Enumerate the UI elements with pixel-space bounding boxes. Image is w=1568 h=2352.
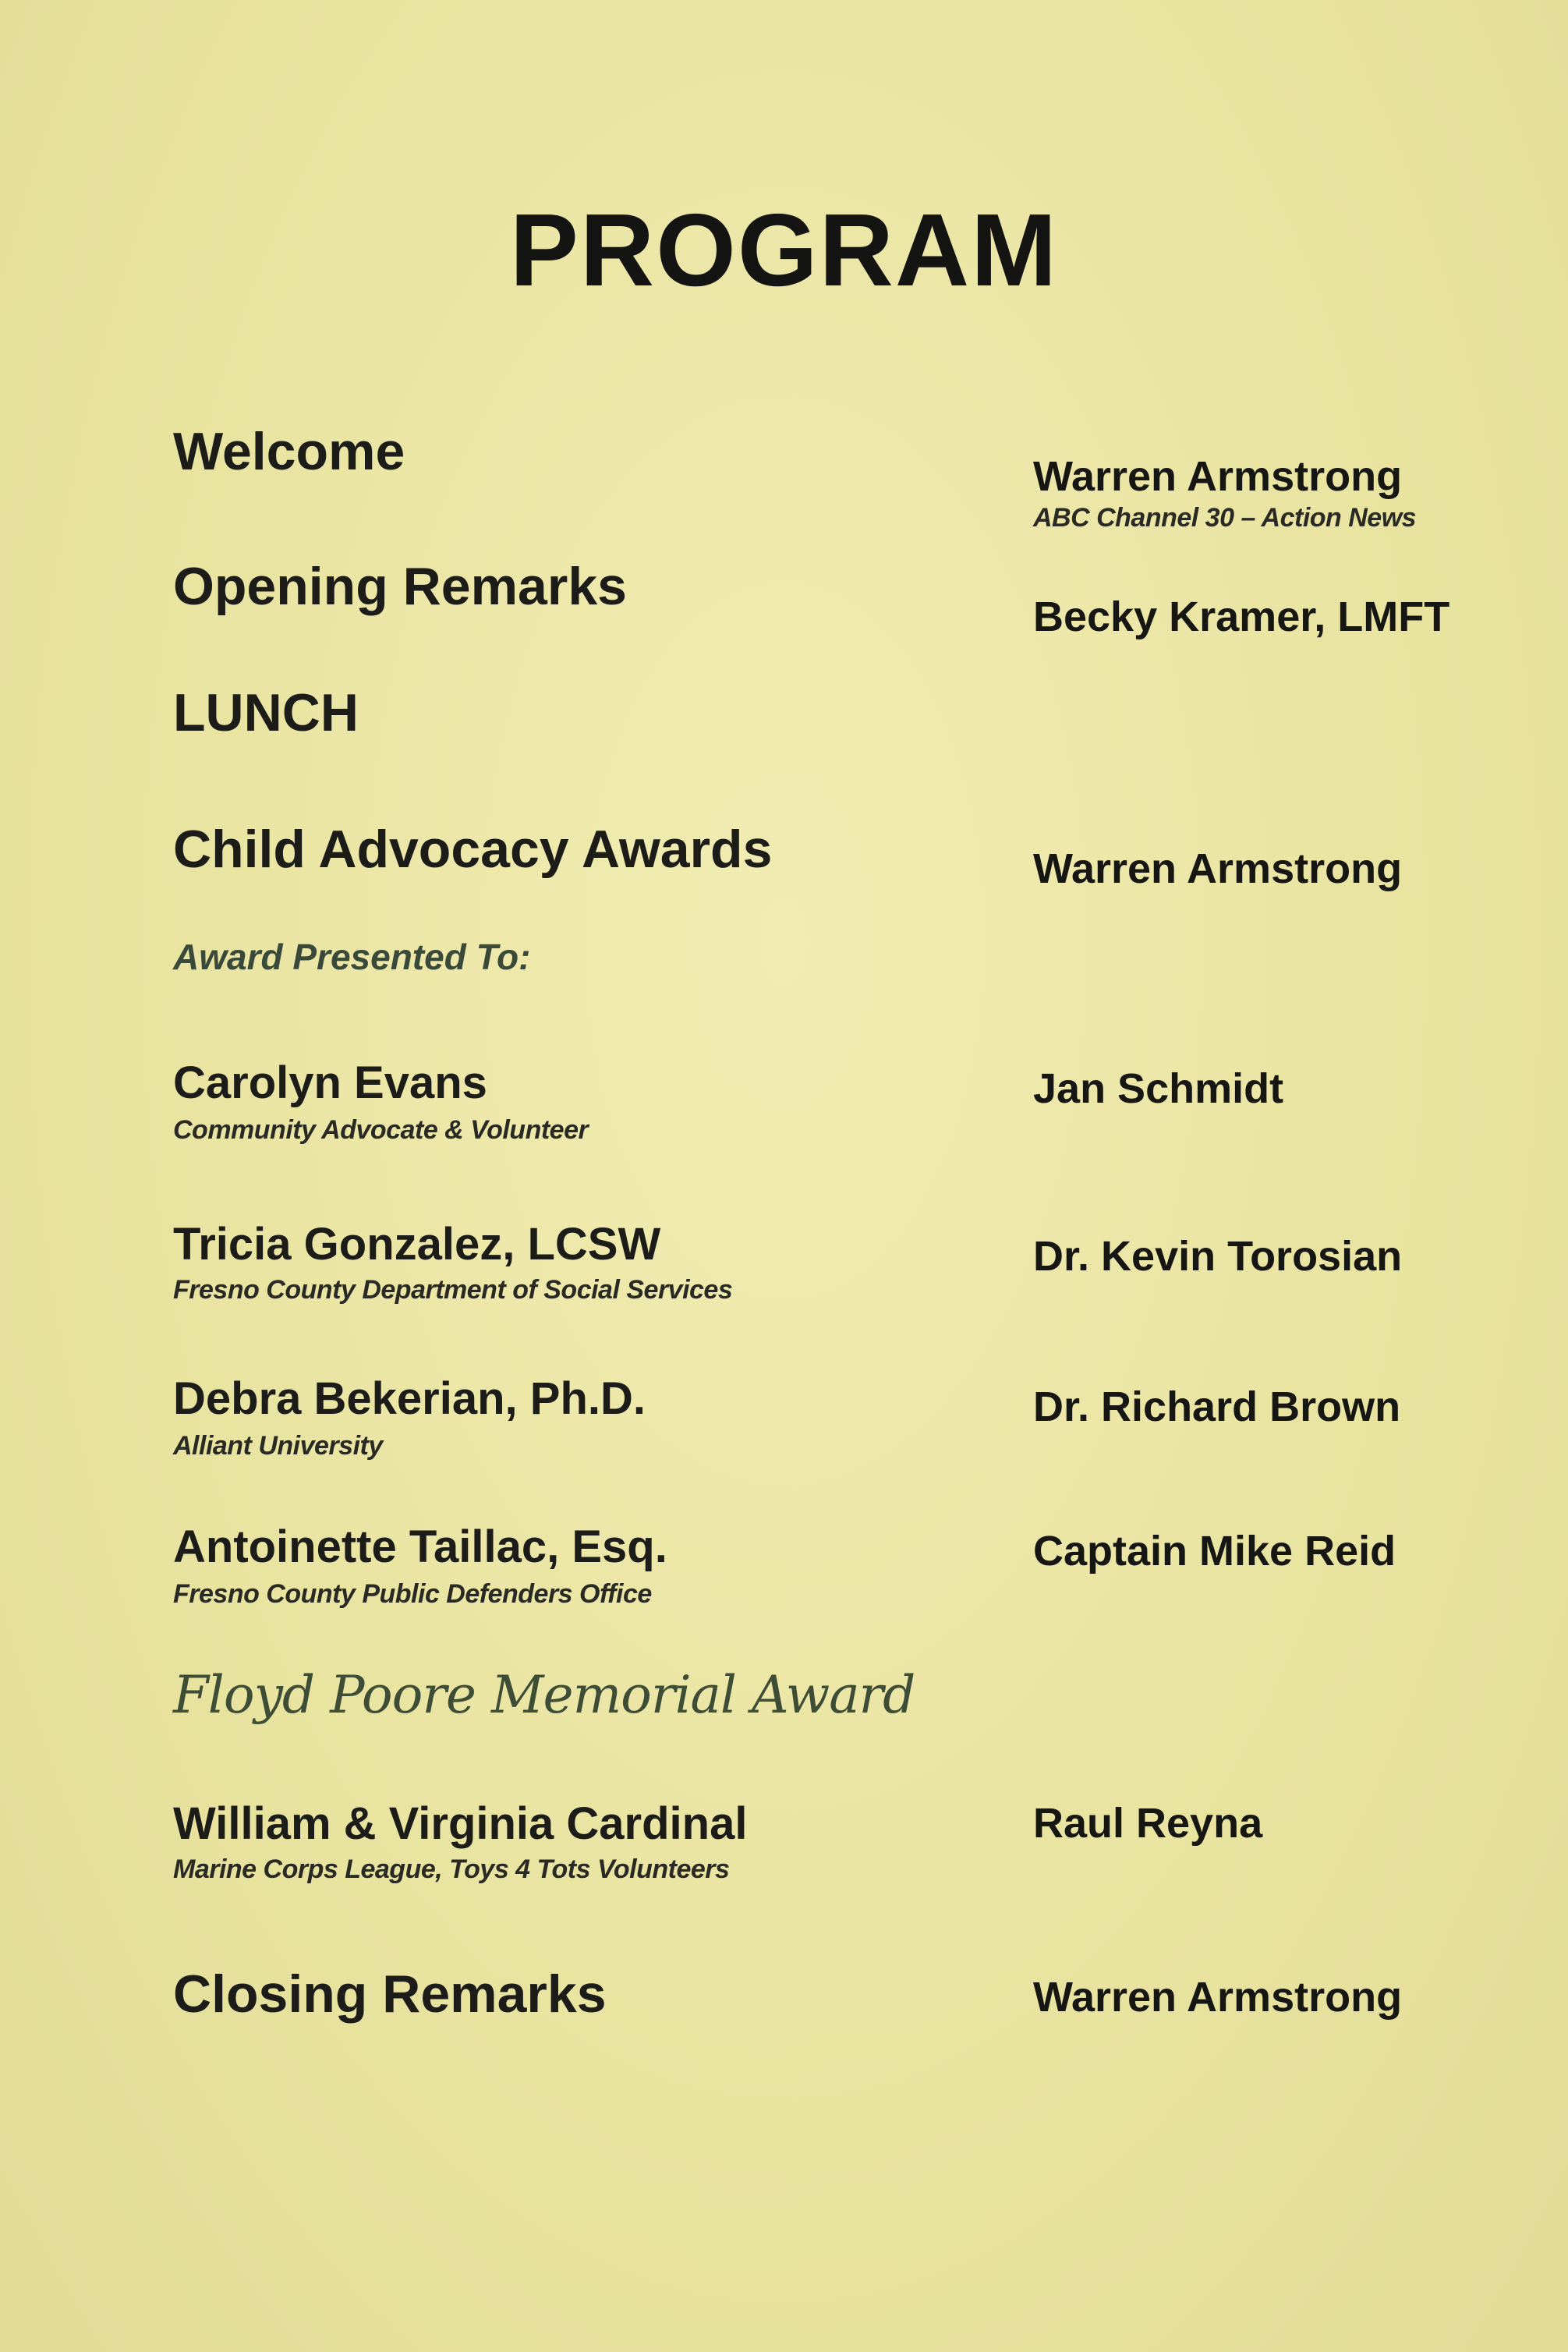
- recipient-name: Tricia Gonzalez, LCSW: [173, 1219, 661, 1270]
- memorial-award-heading: Floyd Poore Memorial Award: [173, 1665, 915, 1725]
- item-welcome-presenter: Warren Armstrong: [1033, 453, 1403, 500]
- memorial-recipient-name: William & Virginia Cardinal: [173, 1798, 748, 1849]
- recipient-affiliation: Fresno County Department of Social Services: [173, 1275, 733, 1305]
- award-presented-to-heading: Award Presented To:: [173, 937, 531, 977]
- item-closing-label: Closing Remarks: [173, 1964, 607, 2024]
- item-closing-presenter: Warren Armstrong: [1033, 1974, 1403, 2021]
- recipient-name: Antoinette Taillac, Esq.: [173, 1521, 667, 1572]
- item-welcome-presenter-affiliation: ABC Channel 30 – Action News: [1033, 503, 1417, 533]
- recipient-name: Debra Bekerian, Ph.D.: [173, 1373, 646, 1424]
- recipient-presenter: Dr. Richard Brown: [1033, 1383, 1401, 1430]
- recipient-affiliation: Alliant University: [173, 1431, 383, 1461]
- recipient-presenter: Dr. Kevin Torosian: [1033, 1233, 1403, 1280]
- recipient-presenter: Jan Schmidt: [1033, 1065, 1284, 1112]
- recipient-name: Carolyn Evans: [173, 1057, 487, 1108]
- recipient-affiliation: Community Advocate & Volunteer: [173, 1115, 589, 1145]
- item-lunch-label: LUNCH: [173, 683, 359, 742]
- item-awards-presenter: Warren Armstrong: [1033, 845, 1403, 892]
- item-welcome-label: Welcome: [173, 422, 405, 481]
- recipient-affiliation: Fresno County Public Defenders Office: [173, 1579, 652, 1609]
- recipient-presenter: Captain Mike Reid: [1033, 1528, 1396, 1574]
- item-awards-label: Child Advocacy Awards: [173, 820, 773, 879]
- memorial-recipient-affiliation: Marine Corps League, Toys 4 Tots Volunteers: [173, 1854, 730, 1884]
- memorial-recipient-presenter: Raul Reyna: [1033, 1800, 1263, 1847]
- item-opening-label: Opening Remarks: [173, 557, 627, 616]
- item-opening-presenter: Becky Kramer, LMFT: [1033, 593, 1450, 640]
- page-title: PROGRAM: [509, 193, 1059, 307]
